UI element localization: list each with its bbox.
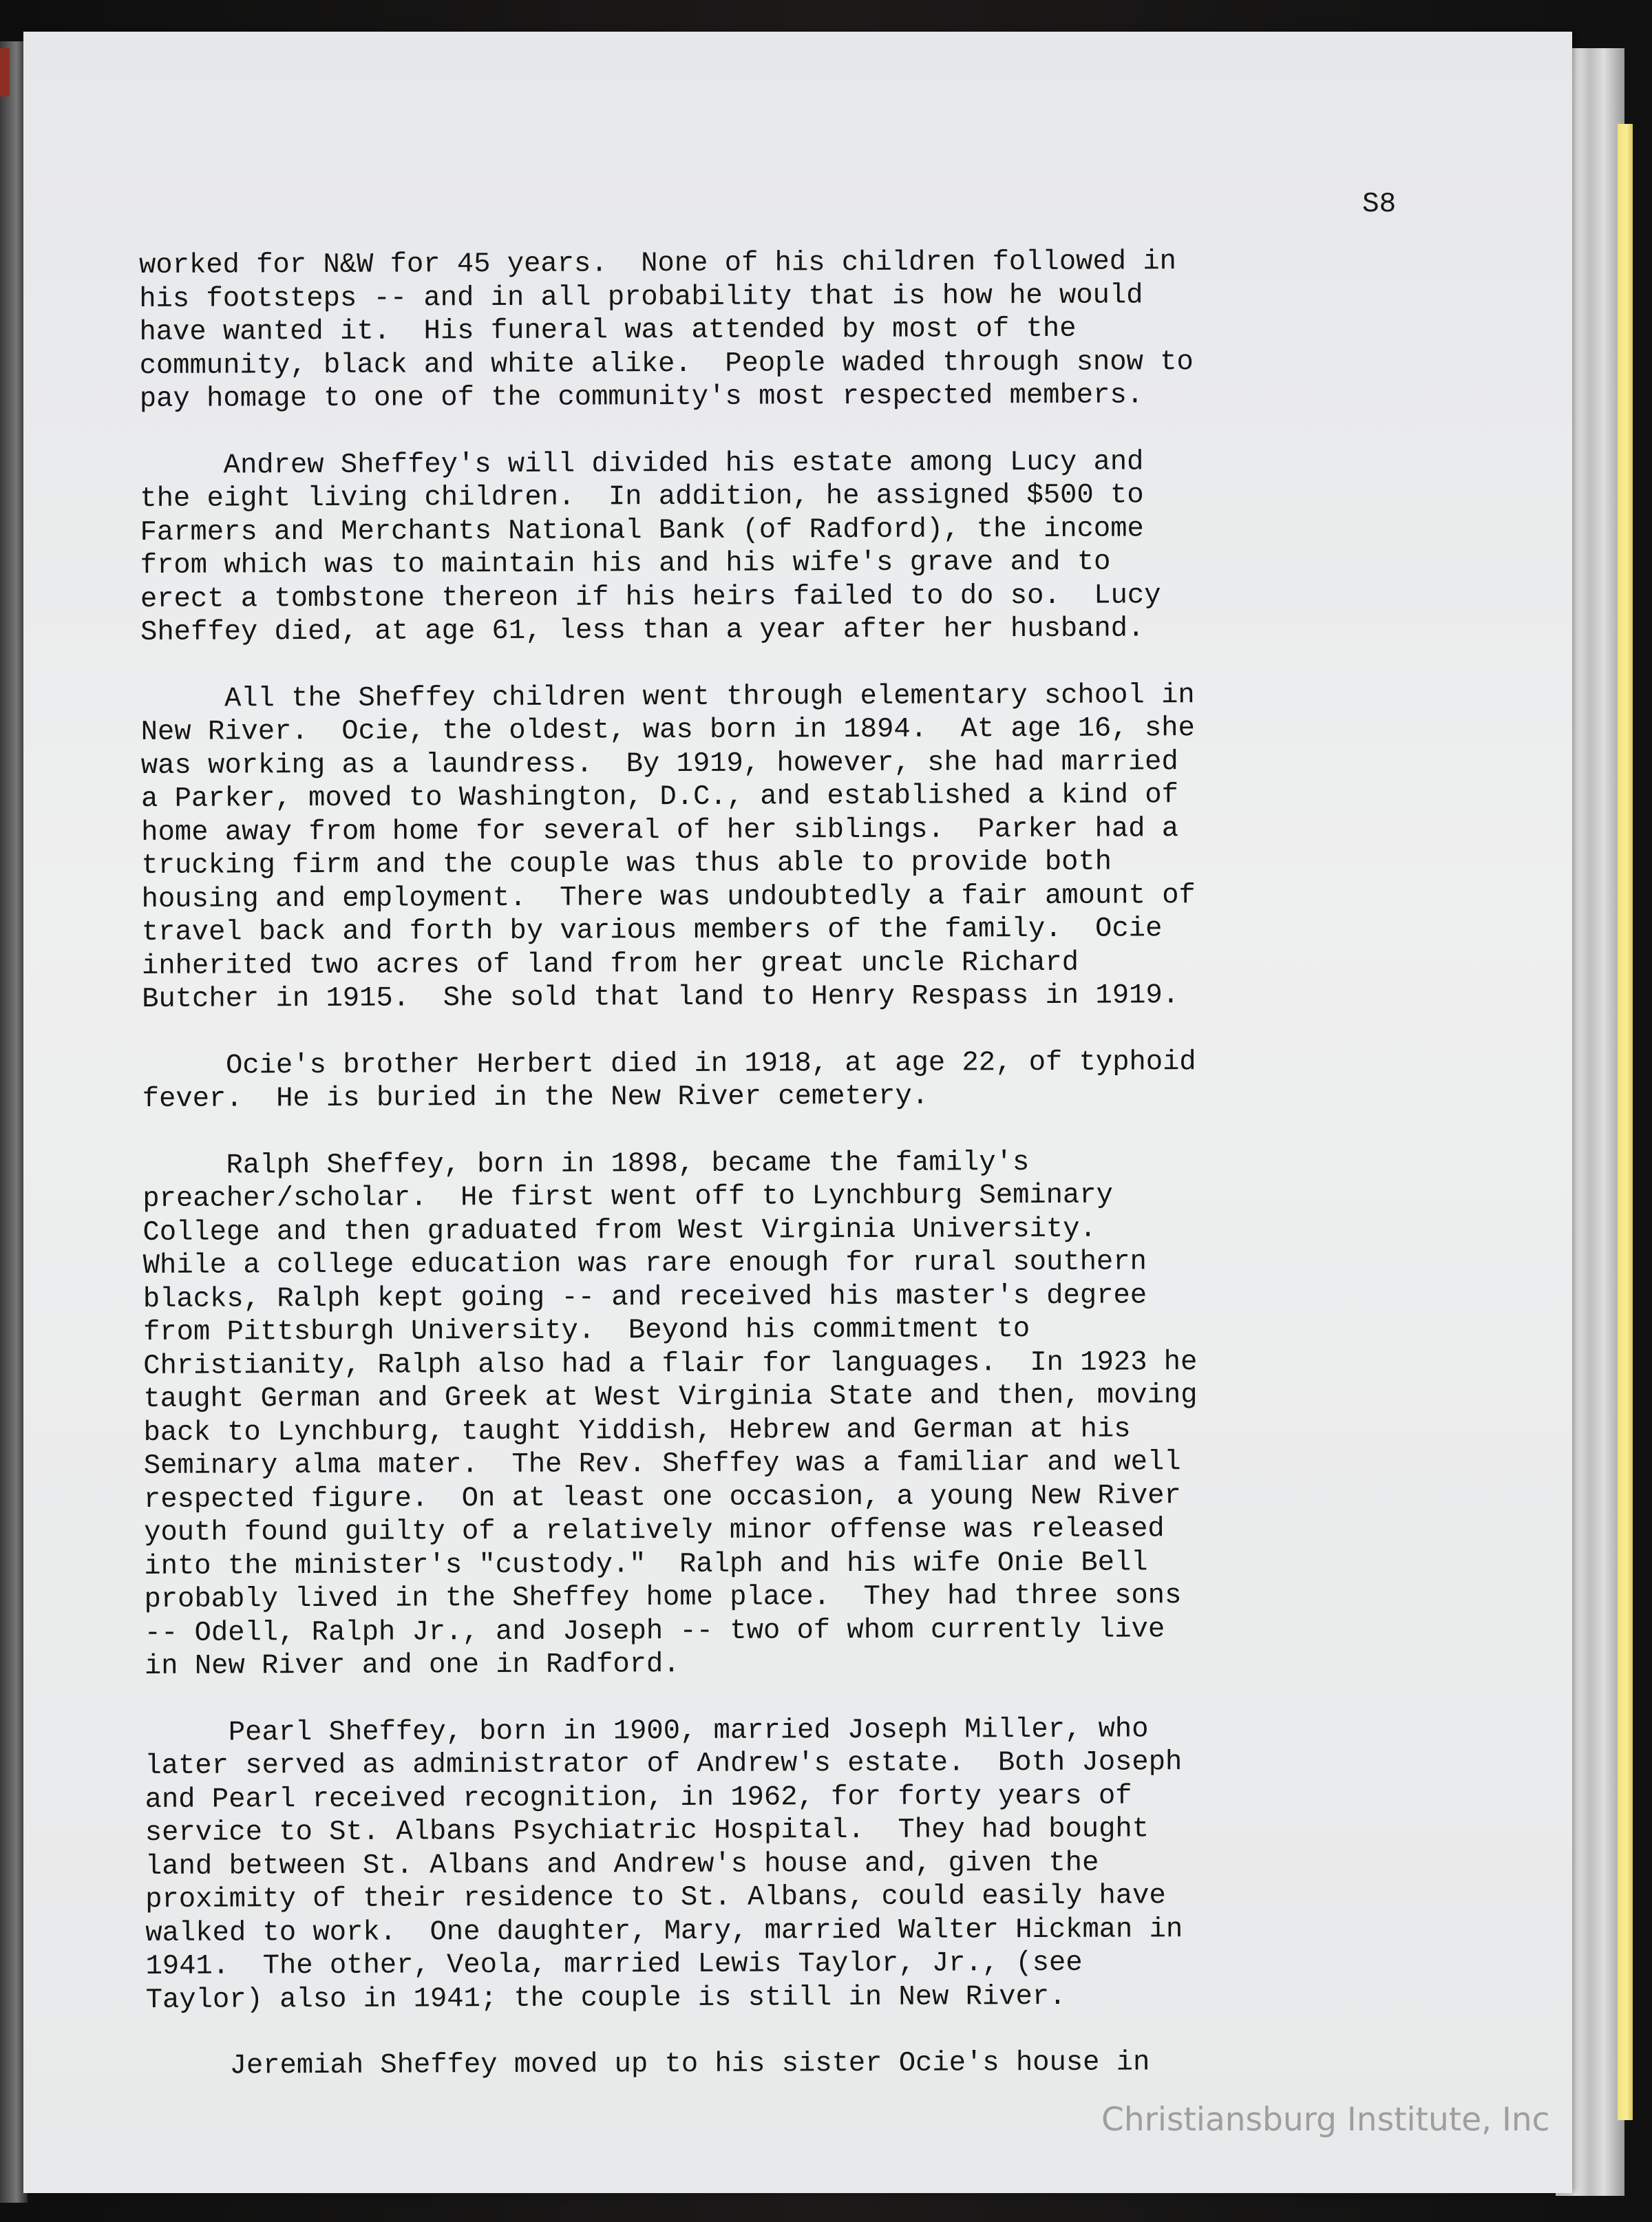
page-number: S8 bbox=[1362, 189, 1397, 220]
paragraph bbox=[140, 677, 1408, 1016]
text-line: probably lived in the Sheffey home place. They had three sons bbox=[144, 1580, 1182, 1616]
text-line: pay homage to one of the community's most respected members. bbox=[139, 379, 1144, 415]
text-line: erect a tombstone thereon if his heirs failed to do so. Lucy bbox=[140, 579, 1161, 615]
body-text bbox=[139, 244, 1412, 2117]
text-line: Christianity, Ralph also had a flair for languages. In 1923 he bbox=[143, 1346, 1198, 1382]
paragraph bbox=[139, 244, 1406, 416]
paragraph bbox=[145, 1711, 1412, 2017]
text-line: worked for N&W for 45 years. None of his children followed in bbox=[139, 246, 1177, 282]
paragraph bbox=[142, 1144, 1411, 1683]
text-line: proximity of their residence to St. Albans, could easily have bbox=[145, 1880, 1166, 1916]
text-line: his footsteps -- and in all probability that is how he would bbox=[139, 279, 1143, 315]
text-line: later served as administrator of Andrew's estate. Both Joseph bbox=[145, 1746, 1183, 1782]
text-line: respected figure. On at least one occasion, a young New River bbox=[143, 1479, 1181, 1516]
text-line: New River. Ocie, the oldest, was born in 1894. At age 16, she bbox=[140, 712, 1195, 748]
text-line: the eight living children. In addition, he assigned $500 to bbox=[140, 479, 1144, 515]
text-line: have wanted it. His funeral was attended by most of the bbox=[139, 313, 1077, 348]
text-line: home away from home for several of her siblings. Parker had a bbox=[141, 812, 1179, 849]
text-line: into the minister's "custody." Ralph and his wife Onie Bell bbox=[144, 1546, 1148, 1583]
text-line: Pearl Sheffey, born in 1900, married Joseph Miller, who bbox=[145, 1713, 1149, 1749]
text-line: While a college education was rare enough for rural southern bbox=[142, 1246, 1147, 1282]
text-line: community, black and white alike. People waded through snow to bbox=[139, 346, 1194, 382]
text-line: Seminary alma mater. The Rev. Sheffey was a familiar and well bbox=[143, 1446, 1181, 1482]
text-line: trucking firm and the couple was thus able to provide both bbox=[141, 846, 1112, 882]
watermark: Christiansburg Institute, Inc bbox=[1101, 2101, 1550, 2139]
text-line: a Parker, moved to Washington, D.C., and established a kind of bbox=[140, 779, 1179, 815]
text-line: Ralph Sheffey, born in 1898, became the family's bbox=[142, 1146, 1030, 1182]
yellow-divider-tab bbox=[1618, 124, 1633, 2120]
text-line: College and then graduated from West Virginia University. bbox=[142, 1213, 1097, 1249]
text-line: Taylor) also in 1941; the couple is still in New River. bbox=[145, 1980, 1066, 2016]
text-line: walked to work. One daughter, Mary, married Walter Hickman in bbox=[145, 1913, 1183, 1949]
paragraph bbox=[146, 2045, 1412, 2084]
text-line: from which was to maintain his and his wife's grave and to bbox=[140, 546, 1111, 582]
text-line: blacks, Ralph kept going -- and received his master's degree bbox=[142, 1279, 1147, 1315]
text-line: Sheffey died, at age 61, less than a year after her husband. bbox=[140, 613, 1145, 648]
text-line: preacher/scholar. He first went off to Lynchburg Seminary bbox=[142, 1179, 1114, 1215]
text-line: 1941. The other, Veola, married Lewis Taylor, Jr., (see bbox=[145, 1947, 1083, 1982]
text-line: was working as a laundress. By 1919, however, she had married bbox=[140, 745, 1178, 782]
text-line: in New River and one in Radford. bbox=[144, 1648, 680, 1682]
text-line: -- Odell, Ralph Jr., and Joseph -- two of whom currently live bbox=[144, 1613, 1165, 1649]
text-line: Jeremiah Sheffey moved up to his sister Ocie's house in bbox=[146, 2046, 1150, 2082]
text-line: housing and employment. There was undoubtedly a fair amount of bbox=[141, 879, 1196, 916]
text-line: Farmers and Merchants National Bank (of Radford), the income bbox=[140, 512, 1144, 549]
text-line: Butcher in 1915. She sold that land to Henry Respass in 1919. bbox=[142, 980, 1180, 1015]
text-line: from Pittsburgh University. Beyond his commitment to bbox=[142, 1313, 1030, 1348]
document-page bbox=[23, 32, 1572, 2193]
text-line: youth found guilty of a relatively minor offense was released bbox=[144, 1513, 1165, 1549]
text-line: inherited two acres of land from her great uncle Richard bbox=[141, 946, 1079, 982]
text-line: back to Lynchburg, taught Yiddish, Hebrew and German at his bbox=[143, 1412, 1131, 1449]
paragraph bbox=[140, 444, 1407, 649]
text-line: fever. He is buried in the New River cemetery. bbox=[142, 1080, 929, 1115]
text-line: and Pearl received recognition, in 1962, for forty years of bbox=[145, 1779, 1132, 1816]
paragraph bbox=[142, 1044, 1408, 1116]
text-line: service to St. Albans Psychiatric Hospital. They had bought bbox=[145, 1813, 1150, 1849]
binder-red-mark bbox=[0, 48, 10, 96]
text-line: taught German and Greek at West Virginia State and then, moving bbox=[143, 1379, 1198, 1415]
text-line: Andrew Sheffey's will divided his estate among Lucy and bbox=[140, 445, 1144, 482]
text-line: land between St. Albans and Andrew's house and, given the bbox=[145, 1847, 1099, 1883]
text-line: travel back and forth by various members of the family. Ocie bbox=[141, 913, 1163, 949]
text-line: All the Sheffey children went through elementary school in bbox=[140, 679, 1195, 715]
text-line: Ocie's brother Herbert died in 1918, at age 22, of typhoid bbox=[142, 1046, 1196, 1082]
